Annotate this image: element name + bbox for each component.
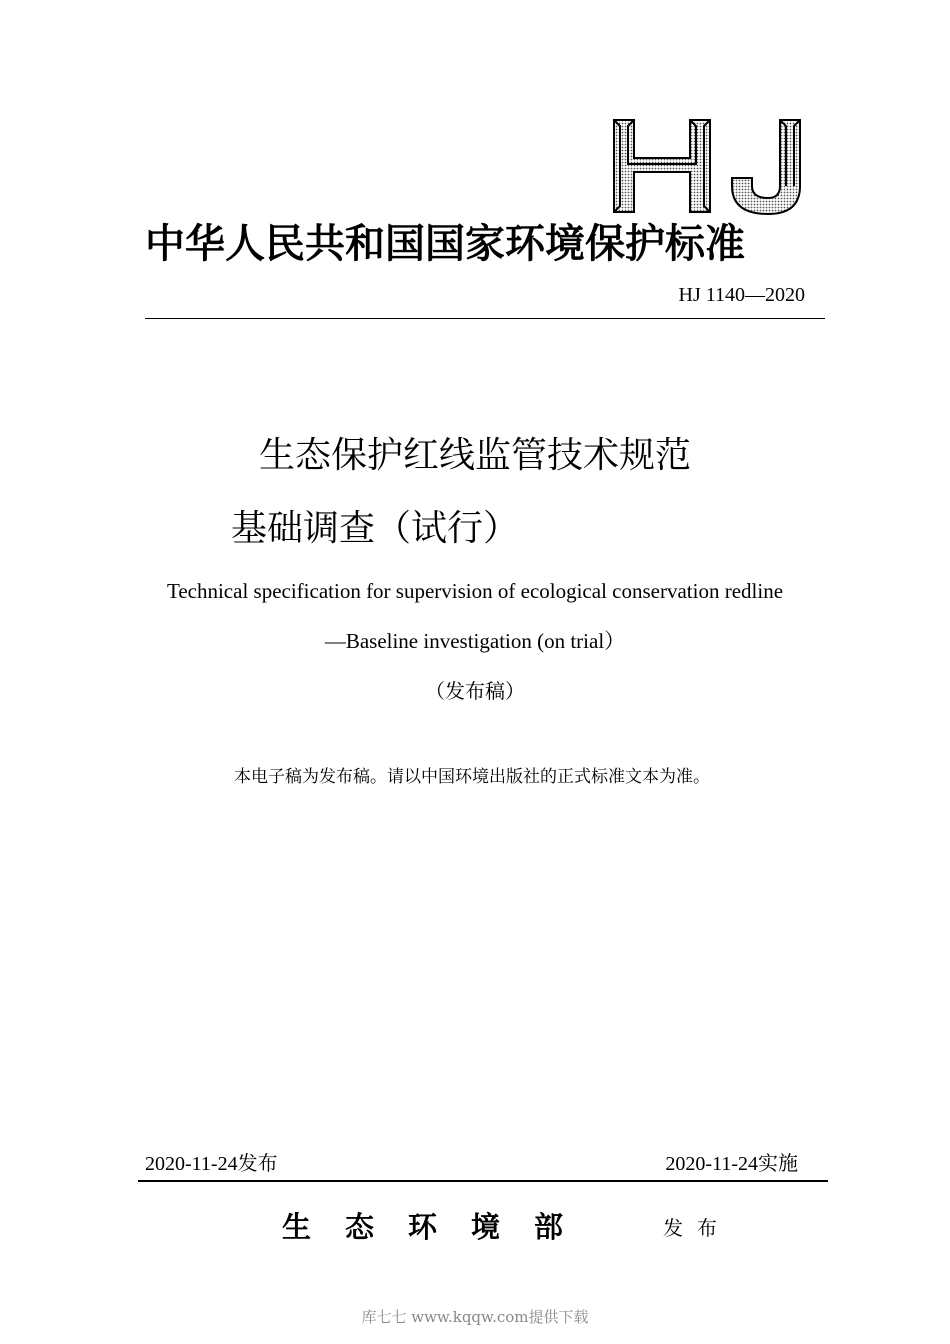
standard-category-title: 中华人民共和国国家环境保护标准	[145, 220, 745, 267]
document-title-line1: 生态保护红线监管技术规范	[258, 435, 691, 476]
draft-status: （发布稿）	[425, 679, 525, 703]
english-title-line1: Technical specification for supervision of ecological conservation redline	[166, 579, 784, 603]
english-title-line2: —Baseline investigation (on trial）	[324, 629, 626, 653]
publisher-name: 生态环境部	[282, 1210, 598, 1244]
top-divider	[145, 318, 825, 319]
footer-watermark: 库七七 www.kqqw.com提供下载	[361, 1308, 589, 1326]
issue-date: 2020-11-24发布	[145, 1153, 278, 1175]
document-title-line2: 基础调查（试行）	[230, 508, 519, 549]
bottom-divider	[138, 1180, 828, 1182]
hj-logo	[612, 116, 807, 216]
notice-text: 本电子稿为发布稿。请以中国环境出版社的正式标准文本为准。	[234, 767, 710, 787]
effective-date: 2020-11-24实施	[665, 1153, 798, 1175]
publish-label: 发布	[663, 1216, 731, 1240]
standard-code: HJ 1140—2020	[678, 284, 805, 306]
